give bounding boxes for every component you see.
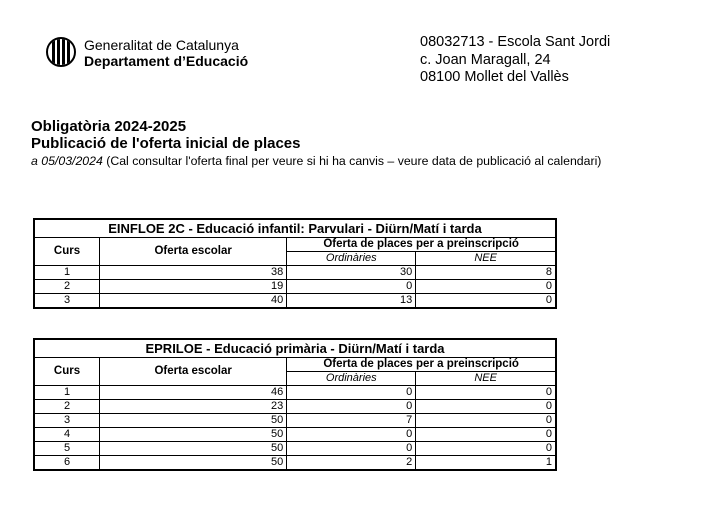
cell-curs: 1	[34, 266, 100, 280]
table-title: EINFLOE 2C - Educació infantil: Parvulari - Diürn/Matí i tarda	[34, 219, 556, 238]
publication-date: a 05/03/2024	[31, 154, 103, 168]
cell-oferta: 23	[100, 400, 287, 414]
organization-line2: Departament d’Educació	[84, 53, 249, 69]
cell-curs: 3	[34, 294, 100, 309]
organization-name	[84, 37, 248, 69]
col-header-ordinaries: Ordinàries	[287, 372, 416, 386]
cell-ordinaries: 7	[287, 414, 416, 428]
col-header-curs: Curs	[34, 358, 100, 386]
cell-ordinaries: 30	[287, 266, 416, 280]
cell-oferta: 50	[100, 456, 287, 471]
cell-ordinaries: 13	[287, 294, 416, 309]
col-header-curs: Curs	[34, 238, 100, 266]
document-header	[31, 118, 601, 169]
offer-table-primaria	[33, 338, 557, 471]
cell-ordinaries: 0	[287, 400, 416, 414]
school-street: c. Joan Maragall, 24	[420, 51, 551, 68]
cell-ordinaries: 2	[287, 456, 416, 471]
school-city: 08100 Mollet del Vallès	[420, 69, 569, 85]
col-header-nee: NEE	[416, 252, 556, 266]
cell-oferta: 40	[100, 294, 287, 309]
school-address	[420, 34, 610, 87]
cell-nee: 0	[416, 386, 556, 400]
cell-nee: 8	[416, 266, 556, 280]
cell-curs: 4	[34, 428, 100, 442]
cell-nee: 0	[416, 280, 556, 294]
col-header-oferta: Oferta escolar	[100, 358, 287, 386]
cell-curs: 6	[34, 456, 100, 471]
cell-curs: 2	[34, 400, 100, 414]
publication-note-text: (Cal consultar l'oferta final per veure si hi ha canvis – veure data de publicació al calendari)	[102, 154, 602, 168]
document-title: Obligatòria 2024-2025	[31, 118, 187, 135]
table-row	[34, 414, 556, 428]
table-row	[34, 456, 556, 471]
offer-table-infantil	[33, 218, 557, 309]
publication-note	[31, 153, 601, 169]
document-subtitle: Publicació de l'oferta inicial de places	[31, 135, 301, 152]
cell-oferta: 46	[100, 386, 287, 400]
cell-nee: 1	[416, 456, 556, 471]
cell-nee: 0	[416, 428, 556, 442]
table-row	[34, 400, 556, 414]
cell-oferta: 19	[100, 280, 287, 294]
organization-line1: Generalitat de Catalunya	[84, 37, 239, 53]
table-title: EPRILOE - Educació primària - Diürn/Matí i tarda	[34, 339, 556, 358]
table-row	[34, 294, 556, 309]
cell-nee: 0	[416, 294, 556, 309]
cell-ordinaries: 0	[287, 386, 416, 400]
cell-oferta: 50	[100, 428, 287, 442]
cell-curs: 5	[34, 442, 100, 456]
cell-curs: 3	[34, 414, 100, 428]
col-header-oferta: Oferta escolar	[100, 238, 287, 266]
table-row	[34, 442, 556, 456]
cell-oferta: 38	[100, 266, 287, 280]
cell-nee: 0	[416, 400, 556, 414]
cell-curs: 1	[34, 386, 100, 400]
table-row	[34, 266, 556, 280]
table-row	[34, 386, 556, 400]
cell-ordinaries: 0	[287, 428, 416, 442]
cell-oferta: 50	[100, 442, 287, 456]
cell-ordinaries: 0	[287, 280, 416, 294]
col-header-ordinaries: Ordinàries	[287, 252, 416, 266]
col-header-places: Oferta de places per a preinscripció	[287, 358, 556, 372]
col-header-places: Oferta de places per a preinscripció	[287, 238, 556, 252]
cell-ordinaries: 0	[287, 442, 416, 456]
col-header-nee: NEE	[416, 372, 556, 386]
cell-curs: 2	[34, 280, 100, 294]
cell-nee: 0	[416, 414, 556, 428]
generalitat-logo-icon	[46, 37, 76, 67]
table-row	[34, 428, 556, 442]
table-row	[34, 280, 556, 294]
cell-nee: 0	[416, 442, 556, 456]
school-code-name: 08032713 - Escola Sant Jordi	[420, 34, 611, 50]
cell-oferta: 50	[100, 414, 287, 428]
